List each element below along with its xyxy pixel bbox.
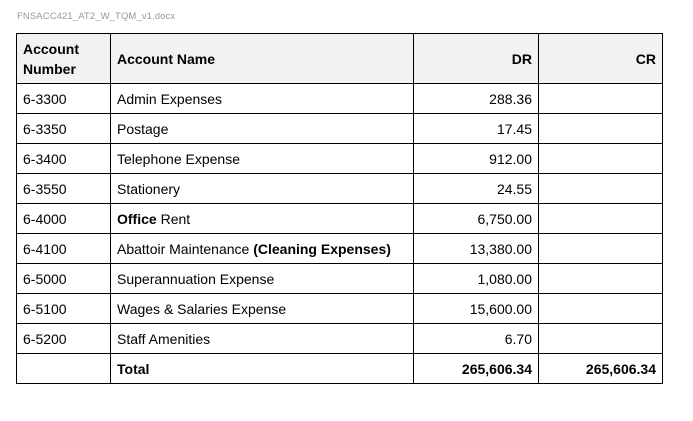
- dr-cell: 6,750.00: [414, 204, 539, 234]
- account-number-cell: 6-3300: [17, 84, 111, 114]
- document-filename-header: FNSACC421_AT2_W_TQM_v1.docx: [17, 11, 176, 22]
- dr-cell: 15,600.00: [414, 294, 539, 324]
- dr-cell: 24.55: [414, 174, 539, 204]
- account-name-cell: [111, 204, 414, 234]
- account-number-cell: 6-4000: [17, 204, 111, 234]
- total-dr: 265,606.34: [414, 354, 539, 384]
- account-number-cell: 6-4100: [17, 234, 111, 264]
- cr-cell: [539, 204, 663, 234]
- account-name-bold-part: (Cleaning Expenses): [253, 240, 391, 257]
- account-number-cell: 6-5000: [17, 264, 111, 294]
- accounts-table: [16, 33, 663, 384]
- table-header-row: [17, 34, 663, 84]
- account-name-plain-part: Rent: [156, 210, 191, 227]
- account-name-cell: Admin Expenses: [111, 84, 414, 114]
- table-row: [17, 264, 663, 294]
- account-number-cell: 6-3550: [17, 174, 111, 204]
- total-number-cell: [17, 354, 111, 384]
- account-name-cell: Stationery: [111, 174, 414, 204]
- cr-cell: [539, 114, 663, 144]
- dr-cell: 288.36: [414, 84, 539, 114]
- cr-cell: [539, 324, 663, 354]
- account-name-plain-part: Abattoir Maintenance: [117, 240, 254, 257]
- account-name-cell: [111, 234, 414, 264]
- table-row: [17, 294, 663, 324]
- dr-cell: 6.70: [414, 324, 539, 354]
- table-row: [17, 204, 663, 234]
- account-number-cell: 6-5100: [17, 294, 111, 324]
- account-number-cell: 6-3350: [17, 114, 111, 144]
- account-name-bold-part: Office: [117, 210, 157, 227]
- header-cr: CR: [539, 34, 663, 84]
- account-name-cell: Superannuation Expense: [111, 264, 414, 294]
- table-row: [17, 144, 663, 174]
- table-row: [17, 234, 663, 264]
- table-row: [17, 324, 663, 354]
- dr-cell: 1,080.00: [414, 264, 539, 294]
- cr-cell: [539, 174, 663, 204]
- cr-cell: [539, 144, 663, 174]
- total-cr: 265,606.34: [539, 354, 663, 384]
- account-name-cell: Postage: [111, 114, 414, 144]
- account-name-cell: Staff Amenities: [111, 324, 414, 354]
- account-name-cell: Telephone Expense: [111, 144, 414, 174]
- total-label: Total: [111, 354, 414, 384]
- dr-cell: 17.45: [414, 114, 539, 144]
- header-dr: DR: [414, 34, 539, 84]
- dr-cell: 912.00: [414, 144, 539, 174]
- header-account-name: Account Name: [111, 34, 414, 84]
- cr-cell: [539, 84, 663, 114]
- table-row: [17, 114, 663, 144]
- account-number-cell: 6-3400: [17, 144, 111, 174]
- table-row: [17, 84, 663, 114]
- dr-cell: 13,380.00: [414, 234, 539, 264]
- header-account-number: Account Number: [17, 34, 111, 84]
- cr-cell: [539, 294, 663, 324]
- table-row: [17, 174, 663, 204]
- cr-cell: [539, 264, 663, 294]
- account-number-cell: 6-5200: [17, 324, 111, 354]
- cr-cell: [539, 234, 663, 264]
- account-name-cell: Wages & Salaries Expense: [111, 294, 414, 324]
- total-row: [17, 354, 663, 384]
